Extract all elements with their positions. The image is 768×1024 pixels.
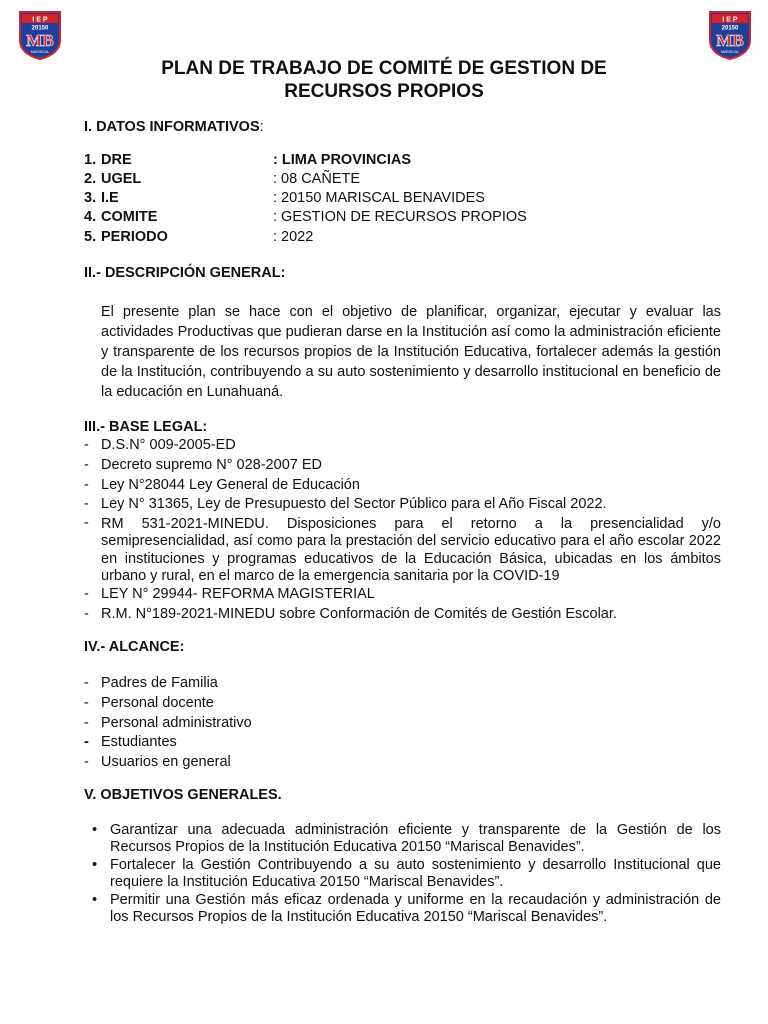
info-row-comite [0,208,768,227]
logo-middle-text: 20150 [31,25,49,32]
document-title [0,57,768,103]
logo-initials: MB [26,31,54,50]
scope-list [84,674,721,773]
logo-bottom-text: MARISCAL [31,50,49,54]
info-row-ie [0,189,768,208]
info-value: : GESTION DE RECURSOS PROPIOS [273,209,527,225]
section-1-heading: I. DATOS INFORMATIVOS: [84,119,264,135]
list-item: - Usuarios en general [84,754,231,771]
legal-base-list [84,436,721,625]
logo-initials: MB [716,31,744,50]
info-key: DRE [101,152,132,168]
info-num: 1. [84,152,97,168]
list-item: - LEY N° 29944- REFORMA MAGISTERIAL [84,586,375,603]
section-2-heading: II.- DESCRIPCIÓN GENERAL: [84,265,286,281]
list-item: • Fortalecer la Gestión Contribuyendo a su auto sostenimiento y desarrollo Institucional que requiere la Institución Educativa 20150 “Mariscal Benavides”. [92,857,721,890]
section-5-heading: V. OBJETIVOS GENERALES. [84,787,282,803]
logo-top-text: I E P [722,16,738,24]
info-key: I.E [101,190,119,206]
info-value: : 2022 [273,229,314,245]
info-key: COMITE [101,209,158,225]
list-item: - R.M. N°189-2021-MINEDU sobre Conformación de Comités de Gestión Escolar. [84,606,617,623]
info-value: : LIMA PROVINCIAS [273,152,412,168]
list-item: - Ley N° 31365, Ley de Presupuesto del Sector Público para el Año Fiscal 2022. [84,496,607,513]
list-item: - Padres de Familia [84,675,218,691]
section-4-heading: IV.- ALCANCE: [84,639,185,655]
info-value: : 20150 MARISCAL BENAVIDES [273,190,485,206]
logo-top-text: I E P [32,16,48,24]
list-item: - Ley N°28044 Ley General de Educación [84,476,360,493]
list-item: - D.S.N° 009-2005-ED [84,437,236,453]
info-num: 3. [84,190,97,206]
info-value: : 08 CAÑETE [273,171,361,187]
title-line-1: PLAN DE TRABAJO DE COMITÉ DE GESTION DE [161,58,607,79]
info-num: 4. [84,209,97,225]
list-item: - Estudiantes [84,734,177,751]
info-row-dre [0,151,768,170]
list-item: • Permitir una Gestión más eficaz ordenada y uniforme en la recaudación y administración de los Recursos Propios de la Institución Educativa 20150 “Mariscal Benavides”. [92,892,721,925]
list-item: - Personal docente [84,694,214,711]
school-logo-left [18,10,62,60]
description-paragraph: El presente plan se hace con el objetivo de planificar, organizar, ejecutar y evaluar las actividades Productivas que pudieran darse en la Institución así como la administración eficiente y transparente de los recursos propios de la Institución Educativa, fortalecer además la gestión de la Institución, contribuyendo a su auto sostenimiento y desarrollo institucional en beneficio de la educación en Lunahuaná. [101,304,721,400]
info-row-periodo [0,228,768,247]
list-item: - Decreto supremo N° 028-2007 ED [84,456,322,473]
info-num: 2. [84,171,97,187]
info-num: 5. [84,229,97,245]
logo-middle-text: 20150 [721,25,739,32]
objectives-list [92,822,721,927]
info-key: UGEL [101,171,142,187]
list-item: - RM 531-2021-MINEDU. Disposiciones para el retorno a la presencialidad y/o semipresencialidad, así como para la prestación del servicio educativo para el año escolar 2022 en instituciones y programas educativos de la Educación Básica, ubicadas en los ámbitos urbano y rural, en el marco de la emergencia sanitaria por la COVID-19 [84,515,721,585]
section-3-heading: III.- BASE LEGAL: [84,419,208,435]
list-item: • Garantizar una adecuada administración eficiente y transparente de la Gestión de los Recursos Propios de la Institución Educativa 20150 “Mariscal Benavides”. [92,822,721,855]
title-line-2: RECURSOS PROPIOS [284,81,484,102]
logo-bottom-text: MARISCAL [721,50,739,54]
school-logo-right [708,10,752,60]
list-item: - Personal administrativo [84,714,252,731]
info-row-ugel [0,170,768,189]
info-key: PERIODO [101,229,168,245]
